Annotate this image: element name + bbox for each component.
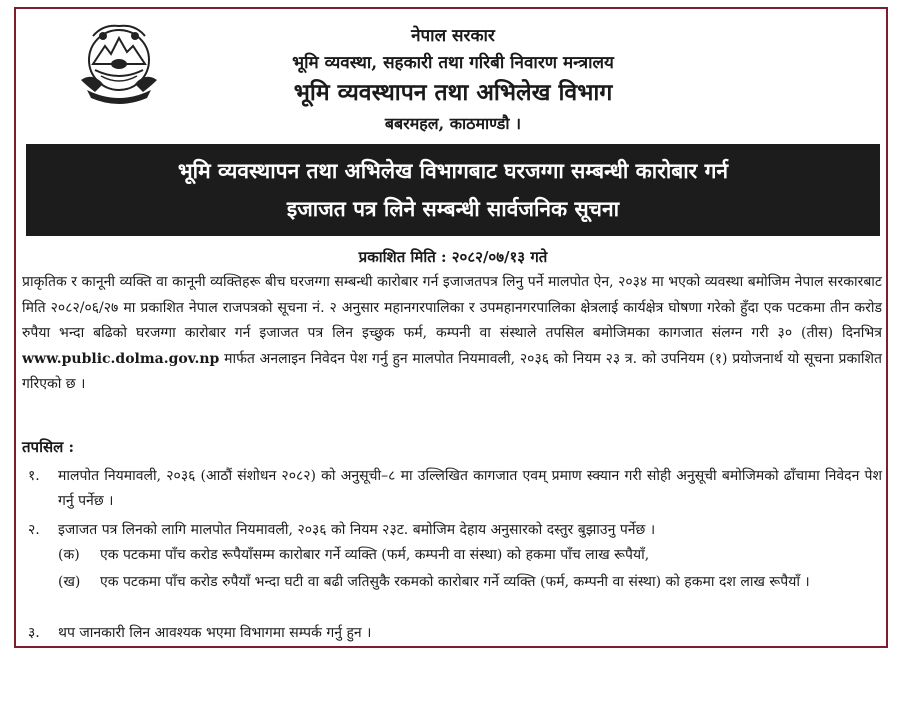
tapasil-label: तपसिल : — [22, 438, 75, 456]
government-name: नेपाल सरकार — [411, 26, 495, 46]
list-item — [28, 621, 882, 646]
item-text: मालपोत नियमावली, २०३६ (आठौं संशोधन २०८२) को अनुसूची–८ मा उल्लिखित कागजात एवम् प्रमाण स्क्यान गरी सोही अनुसूची बमोजिमको ढाँचामा निवेदन पेश गर्नु पर्नेछ । — [58, 468, 882, 509]
department-address: बबरमहल, काठमाण्डौ । — [384, 114, 522, 133]
sub-item-label: (ख) — [58, 574, 81, 590]
published-date: प्रकाशित मिति : २०८२/०७/१३ गते — [358, 248, 548, 266]
notice-title-banner — [26, 144, 880, 236]
department-name: भूमि व्यवस्थापन तथा अभिलेख विभाग — [293, 79, 613, 106]
sub-item-text: एक पटकमा पाँच करोड रुपैयाँ भन्दा घटी वा बढी जतिसुकै रकमको कारोबार गर्ने व्यक्ति (फर्म, कम्पनी वा संस्था) को हकमा दश लाख रूपैयाँ । — [100, 574, 810, 590]
ministry-name: भूमि व्यवस्था, सहकारी तथा गरिबी निवारण मन्त्रालय — [292, 53, 614, 73]
notice-body — [22, 270, 882, 398]
list-item — [28, 464, 882, 514]
public-notice — [14, 7, 888, 648]
sub-item-label: (क) — [58, 547, 80, 563]
item-number: ३. — [28, 625, 40, 641]
item-text: थप जानकारी लिन आवश्यक भएमा विभागमा सम्पर्क गर्नु हुन । — [58, 625, 372, 641]
sub-item — [58, 543, 882, 568]
body-text-part-2: मार्फत अनलाइन निवेदन पेश गर्नु हुन मालपोत नियमावली, २०३६ को नियम २३ त्र. को उपनियम (१) प्रयोजनार्थ यो सूचना प्रकाशित गरिएको छ । — [22, 350, 882, 393]
item-text: इजाजत पत्र लिनको लागि मालपोत नियमावली, २०३६ को नियम २३ट. बमोजिम देहाय अनुसारको दस्तुर बुझाउनु पर्नेछ । — [58, 522, 656, 538]
sub-item-text: एक पटकमा पाँच करोड रूपैयाँसम्म कारोबार गर्ने व्यक्ति (फर्म, कम्पनी वा संस्था) को हकमा पाँच लाख रूपैयाँ, — [100, 547, 650, 563]
website-link[interactable]: www.public.dolma.gov.np — [22, 350, 220, 367]
notice-title-line-2: इजाजत पत्र लिने सम्बन्धी सार्वजनिक सूचना — [286, 196, 620, 221]
sub-item — [58, 570, 882, 595]
notice-title-line-1: भूमि व्यवस्थापन तथा अभिलेख विभागबाट घरजग्गा सम्बन्धी कारोबार गर्न — [177, 158, 729, 183]
item-number: २. — [28, 522, 40, 538]
list-item — [28, 518, 882, 543]
body-text-part-1: प्राकृतिक र कानूनी व्यक्ति वा कानूनी व्यक्तिहरू बीच घरजग्गा सम्बन्धी कारोबार गर्न इजाजतपत्र लिनु पर्ने मालपोत ऐन, २०३४ मा भएको व्यवस्था बमोजिम नेपाल सरकारबाट मिति २०८२/०६/२७ मा प्रकाशित नेपाल राजपत्रको सूचना नं. २ अनुसार महानगरपालिका र उपमहानगरपालिका क्षेत्रलाई कार्यक्षेत्र घोषणा गरेको हुँदा एक पटकमा तीन करोड रुपैया भन्दा बढिको घरजग्गा कारोबार गर्न इजाजत पत्र लिन इच्छुक फर्म, कम्पनी वा संस्थाले तपसिल बमोजिमका कागजात संलग्न गरी ३० (तीस) दिनभित्र — [22, 274, 882, 342]
item-number: १. — [28, 468, 40, 484]
